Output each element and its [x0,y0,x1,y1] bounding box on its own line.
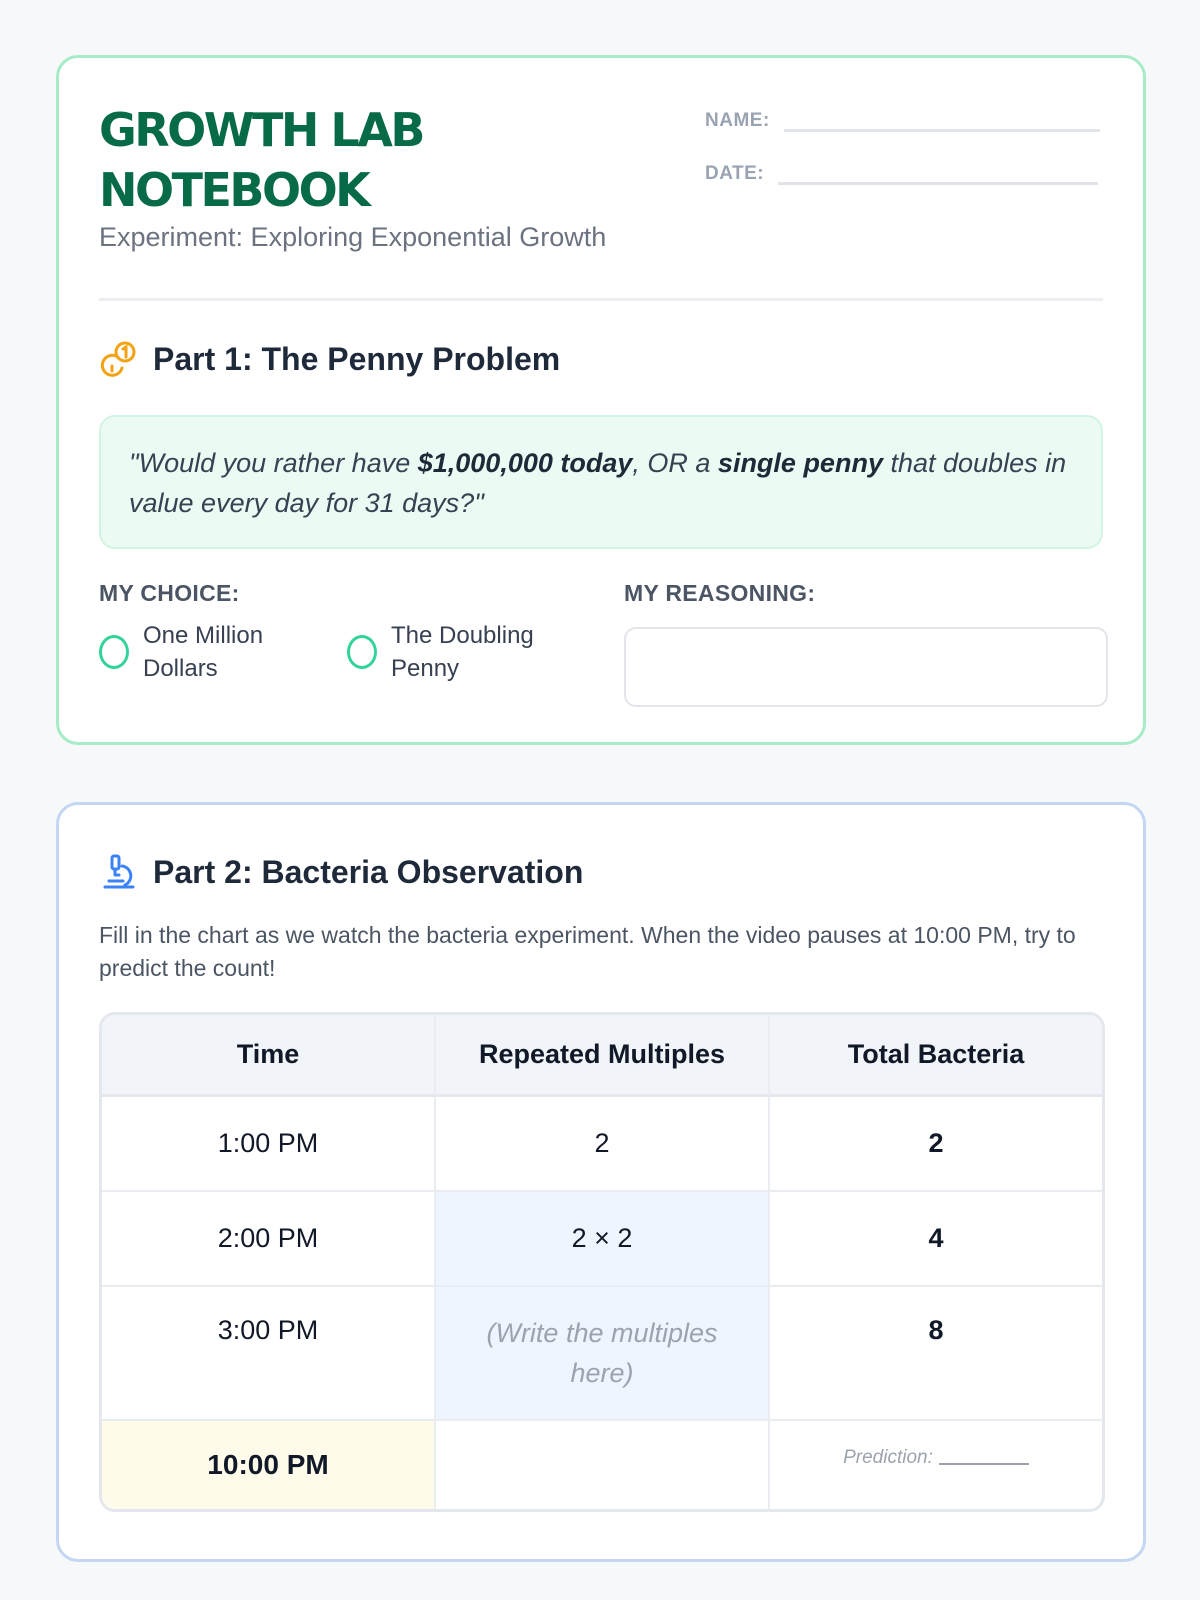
table-header-multiples: Repeated Multiples [436,1015,770,1097]
date-row [705,159,1098,185]
name-row [705,106,1100,132]
quote-text-1: "Would you rather have [129,448,418,478]
quote-bold-2: single penny [717,448,883,478]
bacteria-instructions: Fill in the chart as we watch the bacteria experiment. When the video pauses at 10:00 PM, try to predict the count! [99,922,1076,981]
part1-heading [99,339,560,379]
quote-bold-1: $1,000,000 today [417,448,633,478]
my-choice-label: MY CHOICE: [99,580,240,606]
choice-option-label: One Million Dollars [143,622,264,682]
radio-button[interactable] [347,635,377,669]
part2-heading [99,852,583,892]
my-reasoning-label: MY REASONING: [624,580,816,606]
part1-title: Part 1: The Penny Problem [153,340,561,377]
table-cell-time-highlight: 10:00 PM [102,1421,436,1509]
prediction-blank[interactable] [939,1447,1029,1465]
date-field[interactable] [778,159,1098,185]
page-title [99,100,423,220]
date-label: DATE: [705,163,765,184]
choice-option-penny[interactable] [347,619,541,685]
prediction-label: Prediction: [843,1447,933,1468]
table-cell-total: 4 [770,1192,1102,1287]
radio-button[interactable] [99,635,129,669]
title-line-1: GROWTH LAB [99,103,423,157]
part2-title: Part 2: Bacteria Observation [153,853,584,890]
name-field[interactable] [784,106,1100,132]
quote-text-2: , OR a [632,448,718,478]
table-header-total: Total Bacteria [770,1015,1102,1097]
name-label: NAME: [705,110,770,131]
table-cell-multiples: 2 [436,1097,770,1192]
table-cell-time: 2:00 PM [102,1192,436,1287]
choice-option-million[interactable] [99,619,293,685]
microscope-icon [99,852,139,892]
title-line-2: NOTEBOOK [99,163,369,217]
table-cell-total: 2 [770,1097,1102,1192]
penny-problem-quote [99,415,1103,549]
bacteria-table [99,1012,1105,1512]
table-cell-multiples: 2 × 2 [436,1192,770,1287]
header-divider [99,298,1103,301]
reasoning-input[interactable] [624,627,1108,707]
experiment-subtitle: Experiment: Exploring Exponential Growth [99,222,607,252]
quote-text-3: that doubles in value every day for 31 days?" [129,448,1067,518]
choice-option-label: The Doubling Penny [391,622,534,682]
table-cell-time: 3:00 PM [102,1287,436,1421]
table-cell-multiples-input[interactable]: (Write the multiples here) [436,1287,770,1421]
table-header-time: Time [102,1015,436,1097]
coins-icon [99,339,139,379]
notebook-header-card [56,55,1146,745]
bacteria-observation-card [56,802,1146,1562]
table-cell-time: 1:00 PM [102,1097,436,1192]
table-cell-multiples-input[interactable] [436,1421,770,1509]
table-cell-total: 8 [770,1287,1102,1421]
prediction-cell[interactable] [770,1421,1102,1509]
